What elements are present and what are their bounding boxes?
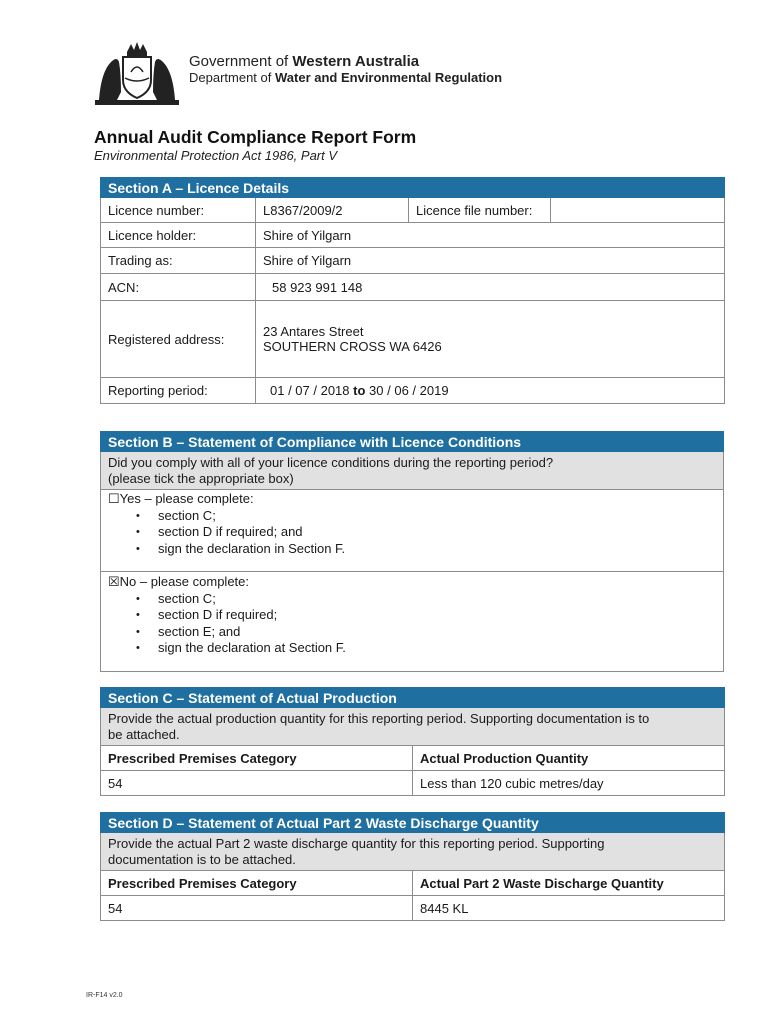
reporting-period-value[interactable]: 01 / 07 / 2018 to 30 / 06 / 2019: [256, 378, 725, 404]
section-d-category-value[interactable]: 54: [101, 896, 413, 921]
section-c-table: [100, 687, 725, 796]
yes-item: • section D if required; and: [158, 524, 716, 541]
form-code-footer: IR-F14 v2.0: [86, 992, 123, 999]
yes-item: • sign the declaration in Section F.: [158, 541, 716, 558]
no-item: • section E; and: [158, 624, 716, 641]
section-c-category-header: Prescribed Premises Category: [101, 746, 413, 771]
registered-address-value[interactable]: 23 Antares Street SOUTHERN CROSS WA 6426: [256, 301, 725, 378]
wa-coat-of-arms-logo: [91, 42, 183, 108]
section-d-quantity-value[interactable]: 8445 KL: [413, 896, 725, 921]
section-d-category-header: Prescribed Premises Category: [101, 871, 413, 896]
registered-address-label: Registered address:: [101, 301, 256, 378]
section-c-heading: Section C – Statement of Actual Production: [101, 688, 725, 708]
licence-number-label: Licence number:: [101, 198, 256, 223]
yes-option: ☐Yes – please complete: • section C; • section D if required; and • sign the declaration in Section F.: [101, 490, 724, 572]
form-title: Annual Audit Compliance Report Form: [94, 127, 417, 147]
licence-holder-label: Licence holder:: [101, 223, 256, 248]
licence-holder-value[interactable]: Shire of Yilgarn: [256, 223, 725, 248]
trading-as-label: Trading as:: [101, 248, 256, 274]
section-b-table: [100, 431, 724, 672]
no-item: • section C;: [158, 591, 716, 608]
section-c-instruction: Provide the actual production quantity for this reporting period. Supporting documentation is to be attached.: [101, 708, 725, 746]
trading-as-value[interactable]: Shire of Yilgarn: [256, 248, 725, 274]
section-c-category-value[interactable]: 54: [101, 771, 413, 796]
section-b-heading: Section B – Statement of Compliance with Licence Conditions: [101, 432, 724, 452]
no-checkbox[interactable]: ☒: [108, 574, 120, 589]
no-option: ☒No – please complete: • section C; • section D if required; • section E; and • sign the declaration at Section F.: [101, 572, 724, 672]
section-d-quantity-header: Actual Part 2 Waste Discharge Quantity: [413, 871, 725, 896]
section-a-heading: Section A – Licence Details: [101, 178, 725, 198]
section-a-table: [100, 177, 725, 404]
licence-file-label: Licence file number:: [409, 198, 551, 223]
licence-number-value[interactable]: L8367/2009/2: [256, 198, 409, 223]
department-line: Department of Water and Environmental Regulation: [189, 70, 503, 85]
yes-item: • section C;: [158, 508, 716, 525]
no-item: • sign the declaration at Section F.: [158, 640, 716, 657]
acn-value[interactable]: 58 923 991 148: [256, 274, 725, 301]
section-c-quantity-header: Actual Production Quantity: [413, 746, 725, 771]
reporting-period-label: Reporting period:: [101, 378, 256, 404]
licence-file-value[interactable]: [551, 198, 725, 223]
section-d-instruction: Provide the actual Part 2 waste discharge quantity for this reporting period. Supporting documentation is to be attached.: [101, 833, 725, 871]
no-item: • section D if required;: [158, 607, 716, 624]
section-d-table: [100, 812, 725, 921]
form-subtitle: Environmental Protection Act 1986, Part V: [94, 148, 338, 163]
yes-checkbox[interactable]: ☐: [108, 491, 120, 506]
section-d-heading: Section D – Statement of Actual Part 2 Waste Discharge Quantity: [101, 813, 725, 833]
section-c-quantity-value[interactable]: Less than 120 cubic metres/day: [413, 771, 725, 796]
government-line: Government of Western Australia: [189, 53, 420, 70]
section-b-question: Did you comply with all of your licence conditions during the reporting period? (please tick the appropriate box): [101, 452, 724, 490]
acn-label: ACN:: [101, 274, 256, 301]
